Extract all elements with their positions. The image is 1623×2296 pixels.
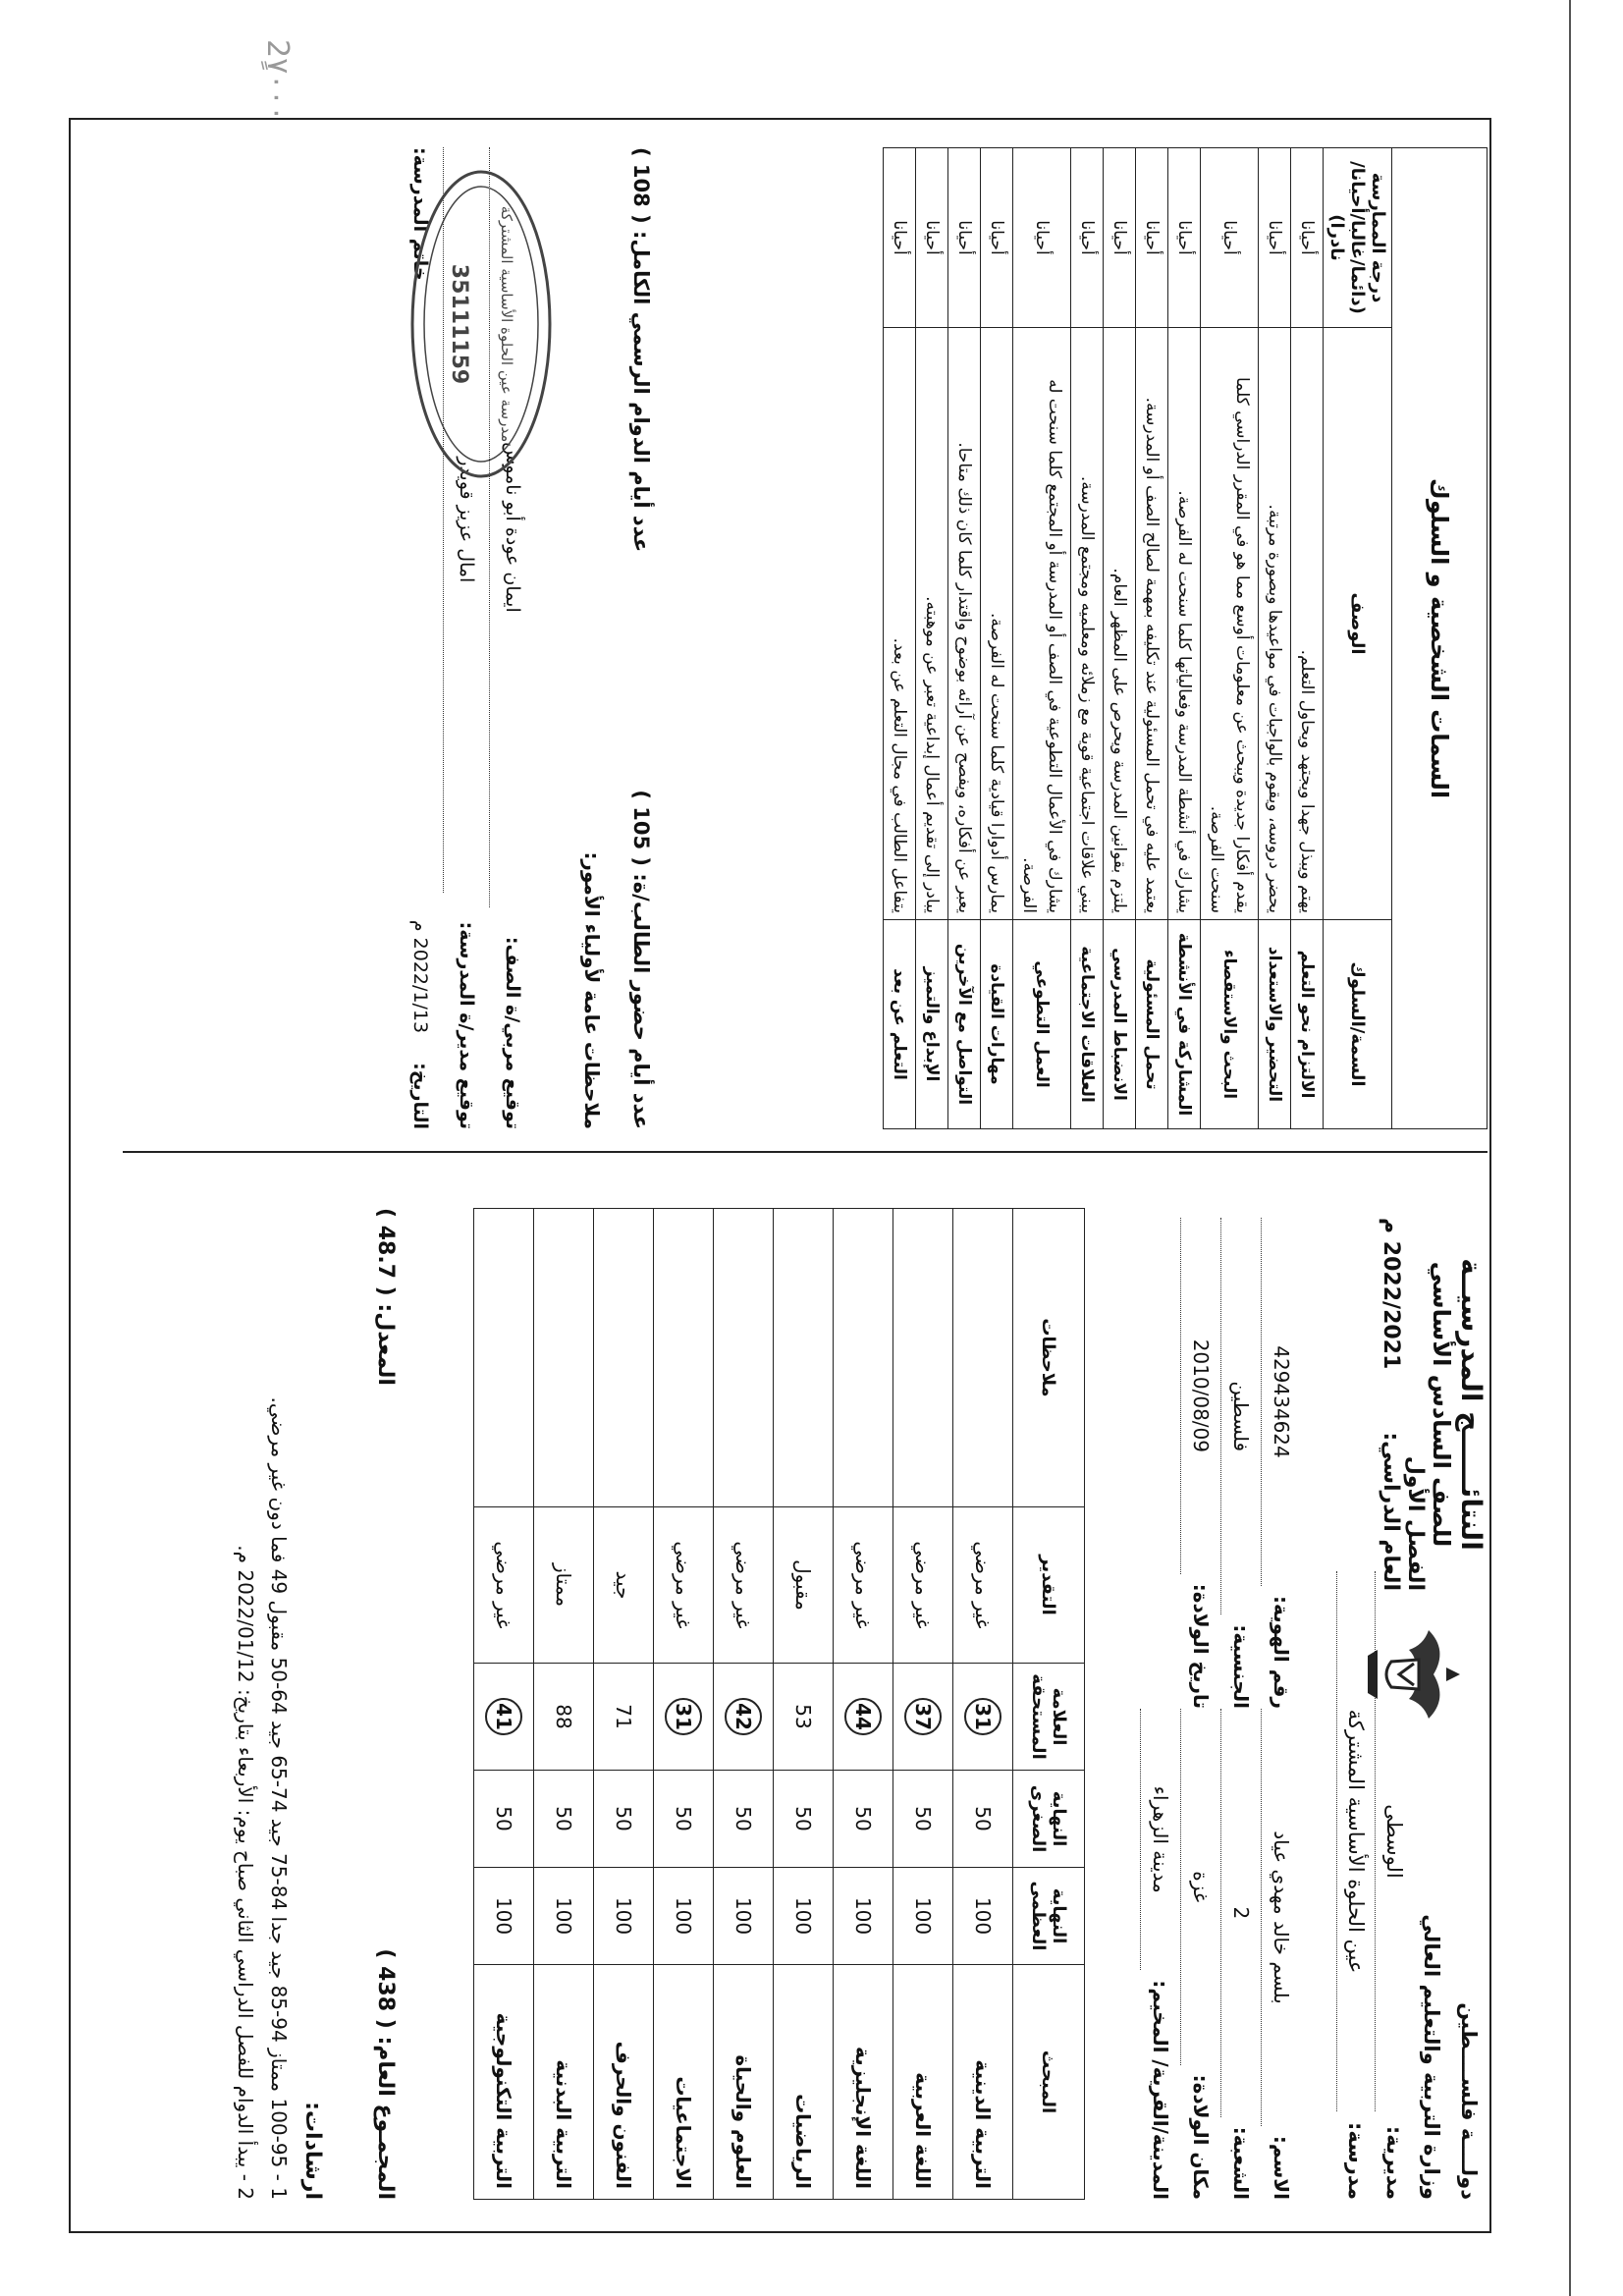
min-mark: 50 bbox=[731, 1806, 755, 1831]
birthplace-value: غزة bbox=[1180, 1709, 1220, 2065]
col-subject: المبحث bbox=[1013, 1965, 1085, 2200]
trait-name: التحضير والاستعداد bbox=[1259, 920, 1291, 1129]
official-days-label: عدد أيام الدوام الرسمي الكامل: bbox=[629, 231, 653, 553]
trait-name: الإبداع والتميز bbox=[916, 920, 948, 1129]
max-mark: 100 bbox=[672, 1896, 695, 1936]
subject-name: الرياضيات bbox=[791, 2094, 815, 2189]
student-days-label: عدد أيام حضور الطالب/ة: bbox=[629, 873, 653, 1129]
trait-description: يمارس أدوارا قيادية كلما سنحت له الفرصة. bbox=[981, 328, 1013, 920]
grade-title: للصف السادس الأساسي bbox=[1428, 1261, 1455, 1548]
parents-remarks-label: ملاحظات عامة لأولياء الأمور: bbox=[580, 851, 604, 1129]
school-label: مدرسة: bbox=[1344, 2121, 1368, 2200]
behavior-row bbox=[1168, 148, 1201, 1129]
trait-name: العمل التطوعي bbox=[1013, 920, 1071, 1129]
grade-row bbox=[714, 1209, 774, 2200]
residence-value: مدينة الزهراء bbox=[1140, 1709, 1180, 1970]
trait-name: العلاقات الاجتماعية bbox=[1071, 920, 1104, 1129]
trait-description: يلتزم بقوانين المدرسة ويحرص على المظهر العام. bbox=[1104, 328, 1136, 920]
practice-degree: أحيانا bbox=[1168, 148, 1201, 328]
behavior-panel bbox=[191, 128, 1497, 1149]
rating: غير مرضي bbox=[851, 1541, 875, 1629]
max-mark: 100 bbox=[791, 1896, 815, 1936]
behavior-title: السمات الشخصية و السلوك bbox=[1392, 148, 1488, 1129]
trait-description: يهتم ويبذل جهدا ويجتهد ويحاول التعلم. bbox=[1291, 328, 1324, 920]
rating: غير مرضي bbox=[492, 1541, 515, 1629]
col-max: النهاية العظمى bbox=[1013, 1868, 1085, 1965]
col-min: النهاية الصغرى bbox=[1013, 1771, 1085, 1868]
behavior-row bbox=[981, 148, 1013, 1129]
practice-degree: أحيانا bbox=[916, 148, 948, 328]
name-label: الاسم: bbox=[1270, 2135, 1293, 2200]
min-mark: 50 bbox=[672, 1806, 695, 1831]
max-mark: 100 bbox=[851, 1896, 875, 1936]
average-value: ( 48.7 ) bbox=[373, 1208, 398, 1296]
year-value: 2022/2021 م bbox=[1379, 1218, 1403, 1370]
attendance-row bbox=[629, 147, 653, 1129]
name-value: بلسم خالد مهدي عياد bbox=[1261, 1709, 1301, 2126]
min-mark: 50 bbox=[851, 1806, 875, 1831]
birthdate-label: تاريخ الولادة: bbox=[1189, 1583, 1213, 1709]
stamp-oval bbox=[407, 167, 555, 481]
score: 42 bbox=[725, 1698, 762, 1735]
grade-row bbox=[654, 1209, 714, 2200]
col-trait: السمة/السلوك bbox=[1324, 920, 1392, 1129]
year-label: العام الدراسي: bbox=[1379, 1432, 1403, 1591]
scan-edge bbox=[1569, 0, 1571, 2296]
country-name: دولــــة فلســــطين bbox=[1457, 2002, 1481, 2200]
trait-name: تحمل المسئولية bbox=[1136, 920, 1168, 1129]
trait-description: يعبر عن أفكاره، ويفصح عن آرائه بوضوح واقتدار كلما كان ذلك متاحا. bbox=[948, 328, 981, 920]
col-notes: ملاحظات bbox=[1013, 1209, 1085, 1507]
trait-name: البحث والاستقصاء bbox=[1201, 920, 1259, 1129]
trait-name: الانضباط المدرسي bbox=[1104, 920, 1136, 1129]
grade-row bbox=[893, 1209, 953, 2200]
instructions-line-1: 1 - 100-95 ممتاز 94-85 جيد جدا 84-75 جيد 74-65 جيد 64-50 مقبول 49 فما دون غير مرضي. bbox=[267, 1396, 291, 2200]
average-label: المعدل: bbox=[373, 1303, 398, 1386]
behavior-row bbox=[948, 148, 981, 1129]
behavior-row bbox=[916, 148, 948, 1129]
date-value: 2022/1/13 م bbox=[409, 919, 431, 1034]
practice-degree: أحيانا bbox=[1104, 148, 1136, 328]
score: 71 bbox=[612, 1704, 635, 1729]
practice-degree: أحيانا bbox=[1201, 148, 1259, 328]
max-mark: 100 bbox=[911, 1896, 935, 1936]
col-degree: درجة الممارسة (دائما/غالبا/أحيانا/نادرا) bbox=[1324, 148, 1392, 328]
subject-name: اللغة العربية bbox=[911, 2072, 935, 2189]
practice-degree: أحيانا bbox=[981, 148, 1013, 328]
score: 31 bbox=[665, 1698, 702, 1735]
subject-name: التربية التكنولوجية bbox=[492, 2012, 515, 2189]
grade-row bbox=[953, 1209, 1013, 2200]
subject-name: الاجتماعيات bbox=[672, 2076, 695, 2189]
min-mark: 50 bbox=[552, 1806, 575, 1831]
grade-row bbox=[834, 1209, 893, 2200]
residence-label: المدينة/القرية/ المخيم: bbox=[1149, 1980, 1172, 2200]
teacher-sign-label: توقيع مربي/ة الصف: bbox=[502, 936, 523, 1129]
score: 44 bbox=[844, 1698, 882, 1735]
score: 37 bbox=[904, 1698, 942, 1735]
col-score: العلامة المستحقة bbox=[1013, 1664, 1085, 1771]
grade-row bbox=[594, 1209, 654, 2200]
max-mark: 100 bbox=[731, 1896, 755, 1936]
practice-degree: أحيانا bbox=[1013, 148, 1071, 328]
subject-name: الفنون والحرف bbox=[612, 2041, 635, 2189]
score: 41 bbox=[485, 1698, 522, 1735]
practice-degree: أحيانا bbox=[1071, 148, 1104, 328]
max-mark: 100 bbox=[612, 1896, 635, 1936]
score: 53 bbox=[791, 1704, 815, 1729]
col-description: الوصف bbox=[1324, 328, 1392, 920]
school-stamp bbox=[407, 167, 555, 481]
trait-description: يتفاعل الطالب في مجال التعلم عن بعد. bbox=[884, 328, 916, 920]
report-title-block bbox=[1379, 1188, 1488, 1620]
id-value: 429434624 bbox=[1261, 1218, 1301, 1586]
instructions-title: ارشادات: bbox=[300, 2102, 325, 2200]
date-label: التاريخ: bbox=[409, 1063, 431, 1129]
grades-table bbox=[473, 1208, 1085, 2200]
practice-degree: أحيانا bbox=[1259, 148, 1291, 328]
grade-row bbox=[534, 1209, 594, 2200]
min-mark: 50 bbox=[911, 1806, 935, 1831]
grade-row bbox=[774, 1209, 834, 2200]
palestine-eagle-emblem bbox=[1360, 1620, 1468, 1728]
school-value: عين الحلوة الأساسية المشتركة bbox=[1336, 1571, 1375, 2111]
stamp-number: 35111159 bbox=[447, 263, 471, 385]
trait-name: التواصل مع الآخرين bbox=[948, 920, 981, 1129]
directorate-label: مديرية: bbox=[1382, 2125, 1406, 2200]
total-value: ( 438 ) bbox=[373, 1948, 398, 2029]
total-label: المجمـوع العام: bbox=[373, 2036, 398, 2200]
trait-description: يبني علاقات اجتماعية قوية مع زملائه ومعلميه ومجتمع المدرسة. bbox=[1071, 328, 1104, 920]
trait-description: يعتمد عليه في تحمل المسئولية عند تكليفه بمهمة لصالح الصف أو المدرسة. bbox=[1136, 328, 1168, 920]
official-days-value: ( 108 ) bbox=[629, 147, 653, 224]
trait-description: يشارك في أنشطة المدرسة وفعالياتها كلما سنحت له الفرصة. bbox=[1168, 328, 1201, 920]
teacher-sign-value: ايمان عودة أبو ناموس bbox=[489, 147, 535, 907]
rating: جيد bbox=[612, 1570, 635, 1600]
behavior-table bbox=[883, 147, 1488, 1129]
trait-name: مهارات القيادة bbox=[981, 920, 1013, 1129]
rating: غير مرضي bbox=[911, 1541, 935, 1629]
subject-name: التربية البدنية bbox=[552, 2059, 575, 2189]
score: 31 bbox=[964, 1698, 1001, 1735]
section-value: 2 bbox=[1220, 1709, 1261, 2117]
min-mark: 50 bbox=[971, 1806, 995, 1831]
birthplace-label: مكان الولادة: bbox=[1189, 2074, 1213, 2200]
nationality-value: فلسطين bbox=[1220, 1218, 1261, 1614]
rating: مقبول bbox=[791, 1559, 815, 1611]
practice-degree: أحيانا bbox=[884, 148, 916, 328]
behavior-row bbox=[1136, 148, 1168, 1129]
results-title: النتائــــــج المدرسيــة bbox=[1455, 1258, 1488, 1551]
id-label: رقم الهوية: bbox=[1270, 1596, 1293, 1709]
seal-label: خاتم المدرسة: bbox=[409, 147, 431, 281]
grade-row bbox=[474, 1209, 534, 2200]
max-mark: 100 bbox=[492, 1896, 515, 1936]
student-days-value: ( 105 ) bbox=[629, 790, 653, 867]
subject-name: اللغة الإنجليزية bbox=[851, 2047, 875, 2189]
rating: غير مرضي bbox=[971, 1541, 995, 1629]
trait-description: يبادر إلى تقديم أعمال إبداعية تعبر عن موهبته. bbox=[916, 328, 948, 920]
col-rating: التقدير bbox=[1013, 1507, 1085, 1664]
max-mark: 100 bbox=[552, 1896, 575, 1936]
score: 88 bbox=[552, 1704, 575, 1729]
behavior-row bbox=[1071, 148, 1104, 1129]
rating: غير مرضي bbox=[672, 1541, 695, 1629]
trait-name: الالتزام نحو التعلم bbox=[1291, 920, 1324, 1129]
trait-name: التعلم عن بعد bbox=[884, 920, 916, 1129]
instructions-line-2: 2 - يبدأ الدوام للفصل الدراسي الثاني صباح يوم: الأربعاء بتاريخ: 2022/01/12 م. bbox=[234, 1545, 257, 2200]
subject-name: العلوم والحياة bbox=[731, 2054, 755, 2189]
trait-description: يحضر دروسه، ويقوم بالواجبات في مواعيدها وبصورة مرتبة. bbox=[1259, 328, 1291, 920]
min-mark: 50 bbox=[492, 1806, 515, 1831]
term-label: الفصل الأول bbox=[1403, 1455, 1428, 1591]
trait-description: يقدم أفكارا جديدة ويبحث عن معلومات أوسع مما هو في المقرر الدراسي كلما سنحت الفرصة. bbox=[1201, 328, 1259, 920]
instructions bbox=[229, 1208, 329, 2200]
practice-degree: أحيانا bbox=[1136, 148, 1168, 328]
max-mark: 100 bbox=[971, 1896, 995, 1936]
totals-row bbox=[373, 1208, 398, 2200]
behavior-row bbox=[1104, 148, 1136, 1129]
nationality-label: الجنسية: bbox=[1229, 1624, 1253, 1709]
behavior-row bbox=[1291, 148, 1324, 1129]
subject-name: التربية الدينية bbox=[971, 2059, 995, 2189]
behavior-row bbox=[1259, 148, 1291, 1129]
principal-sign-label: توقيع مدير/ة المدرسة: bbox=[456, 921, 477, 1129]
rating: غير مرضي bbox=[731, 1541, 755, 1629]
stamp-text: مدرسة عين الحلوة الأساسية المشتركة bbox=[498, 205, 515, 443]
trait-name: المشاركة في الأنشطة bbox=[1168, 920, 1201, 1129]
scan-mark: 2ٍ٧٠٠٠ bbox=[260, 39, 295, 122]
rating: ممتاز bbox=[552, 1562, 575, 1608]
principal-sign-value: امال عزيز قويدر bbox=[443, 147, 489, 893]
trait-description: يشارك في الأعمال التطوعية في الصف أو المدرسة أو المجتمع كلما سنحت له الفرصة. bbox=[1013, 328, 1071, 920]
birthdate-value: 2010/08/09 bbox=[1180, 1218, 1220, 1574]
behavior-row bbox=[1201, 148, 1259, 1129]
directorate-value: الوسطى bbox=[1375, 1571, 1413, 2111]
fold-divider bbox=[123, 1151, 1488, 1153]
min-mark: 50 bbox=[612, 1806, 635, 1831]
practice-degree: أحيانا bbox=[948, 148, 981, 328]
min-mark: 50 bbox=[791, 1806, 815, 1831]
ministry-name: وزارة التربية والتعليم العالي bbox=[1420, 1914, 1443, 2200]
behavior-row bbox=[1013, 148, 1071, 1129]
results-panel bbox=[191, 1159, 1497, 2219]
behavior-row bbox=[884, 148, 916, 1129]
student-info bbox=[1140, 1218, 1301, 2200]
section-label: الشعبة: bbox=[1229, 2126, 1253, 2200]
practice-degree: أحيانا bbox=[1291, 148, 1324, 328]
